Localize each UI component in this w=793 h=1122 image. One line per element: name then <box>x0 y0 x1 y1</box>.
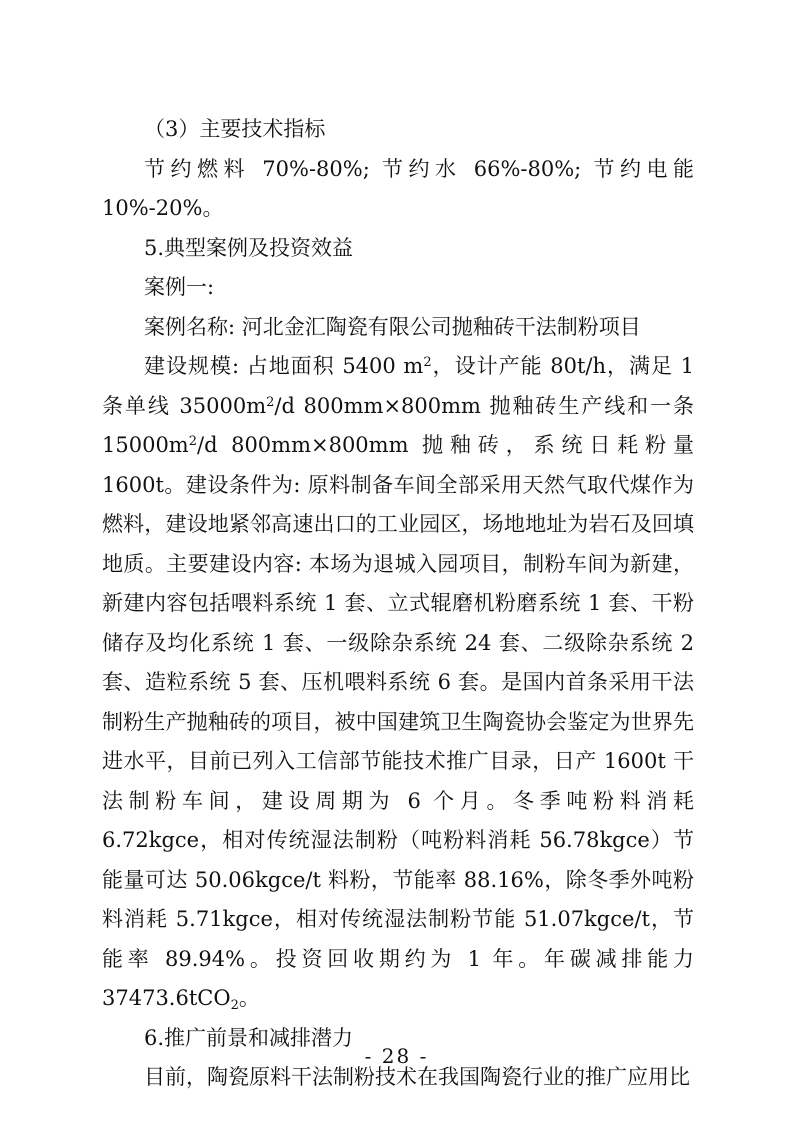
scale-text-4: /d 800mm×800mm 抛釉砖，系统日耗粉量 1600t。建设条件为: 原料制备车间全部采用天然气取代煤作为燃料，建设地紧邻高速出口的工业园区，场地地址为岩石及回填地质。主要建设内容: 本场为退城入园项目，制粉车间为新建，新建内容包括喂料系统 1 套、立式辊磨机粉磨系统 1 套、干粉储存及均化系统 1 套、一级除杂系统 24 套、二级除杂系统 2 套、造粒系统 5 套、压机喂料系统 6 套。是国内首条采用干法制粉生产抛釉砖的项目，被中国建筑卫生陶瓷协会鉴定为世界先进水平，目前已列入工信部节能技术推广目录，日产 1600t 干法制粉车间，建设周期为 6 个月。冬季吨粉料消耗 6.72kgce，相对传统湿法制粉（吨粉料消耗 56.78kgce）节能量可达 50.06kgce/t 料粉，节能率 88.16%，除冬季外吨粉料消耗 5.71kgce，相对传统湿法制粉节能 51.07kgce/t，节能率 89.94%。投资回收期约为 1 年。年碳减排能力 37473.6tCO <box>102 433 694 1010</box>
scale-text-end: 。 <box>238 986 260 1010</box>
document-body <box>102 110 694 1098</box>
scale-text-3: /d 800mm×800mm 抛釉砖生产线和一条 15000m <box>102 393 694 457</box>
construction-scale-paragraph <box>102 347 694 1019</box>
superscript-area-unit: 2 <box>266 394 275 410</box>
heading-typical-cases: 5.典型案例及投资效益 <box>144 235 354 260</box>
subscript-co2: 2 <box>230 998 239 1013</box>
case-one-label: 案例一: <box>144 275 215 299</box>
superscript-area-unit: 2 <box>188 434 197 449</box>
heading-prospects: 6.推广前景和减排潜力 <box>144 1025 354 1050</box>
superscript-area-unit: 2 <box>423 355 432 370</box>
page-number: - 28 - <box>364 1044 429 1068</box>
prospects-paragraph: 目前，陶瓷原料干法制粉技术在我国陶瓷行业的推广应用比 <box>144 1065 690 1089</box>
indicators-paragraph: 节约燃料 70%-80%; 节约水 66%-80%; 节约电能 10%-20%。 <box>102 156 694 220</box>
case-name-paragraph: 案例名称: 河北金汇陶瓷有限公司抛釉砖干法制粉项目 <box>144 314 641 339</box>
scale-text-1: 建设规模: 占地面积 5400 m <box>144 354 424 378</box>
scale-text-2: ，设计产能 80t/h，满足 1 条单线 35000m <box>102 354 694 418</box>
heading-technical-indicators: （3）主要技术指标 <box>144 117 326 141</box>
